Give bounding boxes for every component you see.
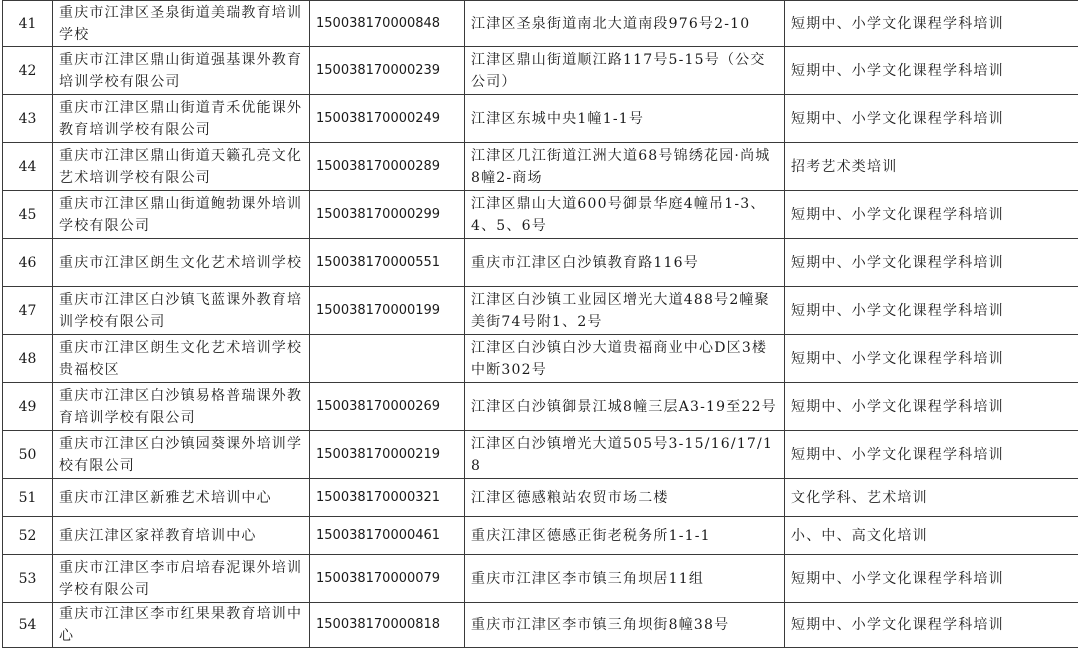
- institution-name: 重庆市江津区鼎山街道强基课外教育培训学校有限公司: [53, 47, 310, 95]
- institution-address: 江津区圣泉街道南北大道南段976号2-10: [465, 1, 785, 47]
- row-number: 49: [3, 383, 53, 431]
- license-code: 150038170000289: [310, 143, 465, 191]
- institution-address: 江津区白沙镇白沙大道贵福商业中心D区3楼中断302号: [465, 335, 785, 383]
- institution-name: 重庆市江津区朗生文化艺术培训学校: [53, 239, 310, 287]
- institution-name: 重庆市江津区白沙镇易格普瑞课外教育培训学校有限公司: [53, 383, 310, 431]
- institution-name: 重庆市江津区朗生文化艺术培训学校贵福校区: [53, 335, 310, 383]
- training-scope: 短期中、小学文化课程学科培训: [785, 335, 1079, 383]
- institution-name: 重庆市江津区李市红果果教育培训中心: [53, 603, 310, 648]
- institution-address: 江津区白沙镇工业园区增光大道488号2幢聚美街74号附1、2号: [465, 287, 785, 335]
- row-number: 48: [3, 335, 53, 383]
- license-code: 150038170000321: [310, 479, 465, 517]
- table-row: [3, 383, 1079, 431]
- training-scope: 短期中、小学文化课程学科培训: [785, 431, 1079, 479]
- row-number: 52: [3, 517, 53, 555]
- license-code: 150038170000551: [310, 239, 465, 287]
- institution-address: 江津区鼎山街道顺江路117号5-15号（公交公司）: [465, 47, 785, 95]
- table-row: [3, 1, 1079, 47]
- table-row: [3, 143, 1079, 191]
- row-number: 45: [3, 191, 53, 239]
- training-scope: 招考艺术类培训: [785, 143, 1079, 191]
- row-number: 54: [3, 603, 53, 648]
- row-number: 50: [3, 431, 53, 479]
- training-scope: 小、中、高文化培训: [785, 517, 1079, 555]
- training-scope: 短期中、小学文化课程学科培训: [785, 383, 1079, 431]
- training-scope: 短期中、小学文化课程学科培训: [785, 47, 1079, 95]
- training-scope: 短期中、小学文化课程学科培训: [785, 603, 1079, 648]
- license-code: 150038170000249: [310, 95, 465, 143]
- table-row: [3, 287, 1079, 335]
- training-scope: 短期中、小学文化课程学科培训: [785, 555, 1079, 603]
- institution-table-container: [2, 0, 1078, 660]
- institution-name: 重庆市江津区白沙镇园葵课外培训学校有限公司: [53, 431, 310, 479]
- row-number: 53: [3, 555, 53, 603]
- license-code: [310, 335, 465, 383]
- training-scope: 短期中、小学文化课程学科培训: [785, 287, 1079, 335]
- institution-name: 重庆市江津区新雅艺术培训中心: [53, 479, 310, 517]
- license-code: 150038170000079: [310, 555, 465, 603]
- table-row: [3, 431, 1079, 479]
- table-row: [3, 335, 1079, 383]
- institution-address: 重庆市江津区李市镇三角坝街8幢38号: [465, 603, 785, 648]
- license-code: 150038170000219: [310, 431, 465, 479]
- row-number: 51: [3, 479, 53, 517]
- row-number: 43: [3, 95, 53, 143]
- license-code: 150038170000848: [310, 1, 465, 47]
- institution-name: 重庆市江津区李市启培春泥课外培训学校有限公司: [53, 555, 310, 603]
- training-scope: 文化学科、艺术培训: [785, 479, 1079, 517]
- table-row: [3, 239, 1079, 287]
- row-number: 42: [3, 47, 53, 95]
- row-number: 41: [3, 1, 53, 47]
- institution-table: [2, 0, 1078, 648]
- institution-address: 江津区几江街道江洲大道68号锦绣花园·尚城8幢2-商场: [465, 143, 785, 191]
- institution-name: 重庆市江津区鼎山街道鲍勃课外培训学校有限公司: [53, 191, 310, 239]
- table-row: [3, 517, 1079, 555]
- table-row: [3, 555, 1079, 603]
- table-row: [3, 47, 1079, 95]
- license-code: 150038170000818: [310, 603, 465, 648]
- institution-name: 重庆市江津区鼎山街道天籁孔亮文化艺术培训学校有限公司: [53, 143, 310, 191]
- institution-address: 江津区鼎山大道600号御景华庭4幢吊1-3、4、5、6号: [465, 191, 785, 239]
- table-row: [3, 479, 1079, 517]
- institution-address: 江津区白沙镇增光大道505号3-15/16/17/18: [465, 431, 785, 479]
- institution-name: 重庆市江津区鼎山街道青禾优能课外教育培训学校有限公司: [53, 95, 310, 143]
- institution-address: 江津区东城中央1幢1-1号: [465, 95, 785, 143]
- license-code: 150038170000199: [310, 287, 465, 335]
- row-number: 46: [3, 239, 53, 287]
- institution-address: 江津区德感粮站农贸市场二楼: [465, 479, 785, 517]
- institution-address: 江津区白沙镇御景江城8幢三层A3-19至22号: [465, 383, 785, 431]
- training-scope: 短期中、小学文化课程学科培训: [785, 239, 1079, 287]
- license-code: 150038170000461: [310, 517, 465, 555]
- training-scope: 短期中、小学文化课程学科培训: [785, 1, 1079, 47]
- table-row: [3, 191, 1079, 239]
- institution-name: 重庆市江津区白沙镇飞蓝课外教育培训学校有限公司: [53, 287, 310, 335]
- institution-name: 重庆江津区家祥教育培训中心: [53, 517, 310, 555]
- row-number: 47: [3, 287, 53, 335]
- license-code: 150038170000239: [310, 47, 465, 95]
- table-row: [3, 603, 1079, 648]
- training-scope: 短期中、小学文化课程学科培训: [785, 95, 1079, 143]
- training-scope: 短期中、小学文化课程学科培训: [785, 191, 1079, 239]
- institution-address: 重庆江津区德感正街老税务所1-1-1: [465, 517, 785, 555]
- row-number: 44: [3, 143, 53, 191]
- institution-address: 重庆市江津区李市镇三角坝居11组: [465, 555, 785, 603]
- license-code: 150038170000269: [310, 383, 465, 431]
- table-row: [3, 95, 1079, 143]
- institution-address: 重庆市江津区白沙镇教育路116号: [465, 239, 785, 287]
- institution-name: 重庆市江津区圣泉街道美瑞教育培训学校: [53, 1, 310, 47]
- license-code: 150038170000299: [310, 191, 465, 239]
